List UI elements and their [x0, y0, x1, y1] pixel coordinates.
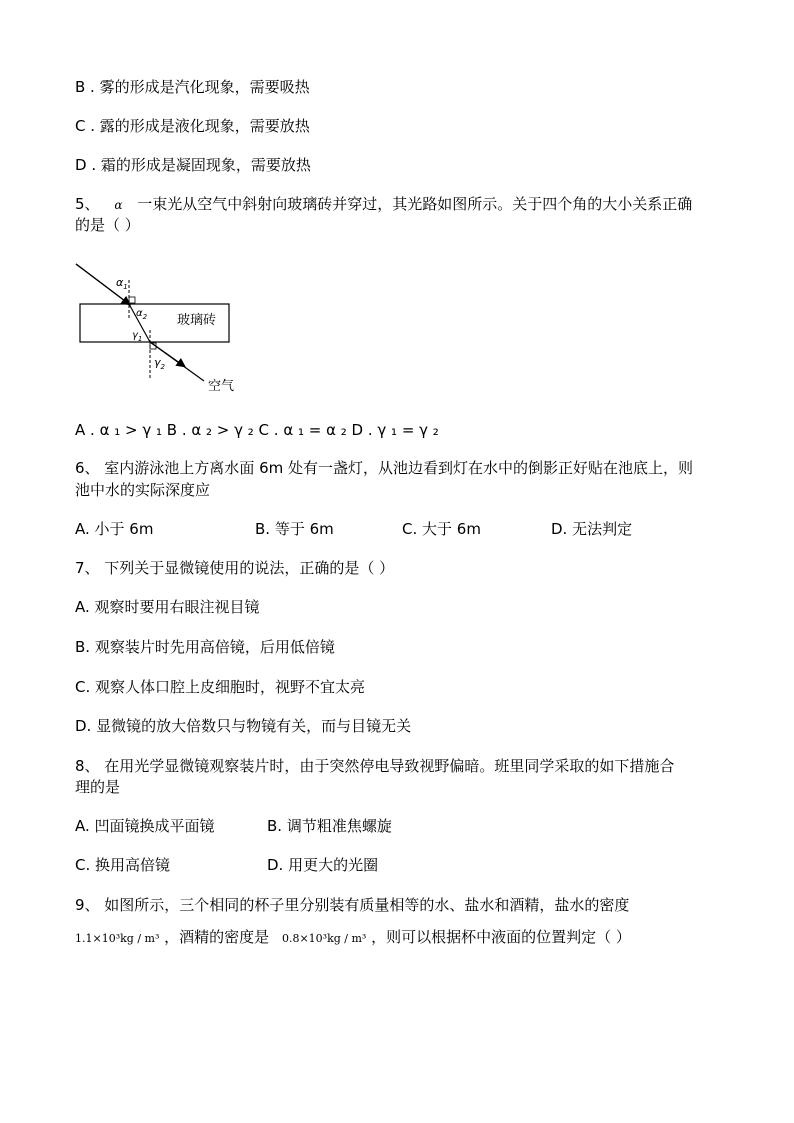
glass-label: 玻璃砖	[177, 313, 217, 328]
q9-stem-line1: 9、 如图所示，三个相同的杯子里分别装有质量相等的水、盐水和酒精，盐水的密度	[75, 896, 630, 914]
saltwater-density: 1.1×10³kg / m³	[75, 932, 160, 945]
q6-option-b: B. 等于 6m	[255, 520, 334, 538]
q7-option-a: A. 观察时要用右眼注视目镜	[75, 598, 260, 616]
q8-option-d: D. 用更大的光圈	[267, 856, 379, 874]
q7-stem: 7、 下列关于显微镜使用的说法，正确的是（ ）	[75, 559, 395, 577]
q6-option-c: C. 大于 6m	[402, 520, 481, 538]
q8-stem-line1: 8、 在用光学显微镜观察装片时，由于突然停电导致视野偏暗。班里同学采取的如下措施合	[75, 757, 675, 775]
refraction-figure	[72, 258, 252, 393]
q4-option-d: D . 霜的形成是凝固现象，需要放热	[75, 156, 311, 174]
q5-stem-line2: 的是（ ）	[75, 216, 140, 234]
q8-option-b: B. 调节粗准焦螺旋	[267, 817, 392, 835]
q5-number: 5、	[75, 195, 100, 213]
q6-option-a: A. 小于 6m	[75, 520, 154, 538]
q7-option-d: D. 显微镜的放大倍数只与物镜有关，而与目镜无关	[75, 717, 412, 735]
q6-stem-line2: 池中水的实际深度应	[75, 481, 211, 499]
q9-end-text: ，则可以根据杯中液面的位置判定（ ）	[371, 928, 631, 946]
q6-stem-line1: 6、 室内游泳池上方离水面 6m 处有一盏灯，从池边看到灯在水中的倒影正好贴在池底上，则	[75, 459, 694, 477]
q8-stem-line2: 理的是	[75, 778, 121, 796]
angle-gamma1-label: $\gamma_1$	[132, 330, 143, 343]
q4-option-b: B . 雾的形成是汽化现象，需要吸热	[75, 78, 310, 96]
q9-mid-text: ，酒精的密度是	[164, 928, 270, 946]
q8-option-c: C. 换用高倍镜	[75, 856, 171, 874]
q7-option-b: B. 观察装片时先用高倍镜，后用低倍镜	[75, 638, 335, 656]
alcohol-density: 0.8×10³kg / m³	[281, 932, 367, 945]
q5-alpha-symbol: α	[114, 198, 123, 212]
q4-option-c: C . 露的形成是液化现象，需要放热	[75, 117, 310, 135]
q5-options: A . α ₁ > γ ₁ B . α ₂ > γ ₂ C . α ₁ = α ₂ D . γ ₁ = γ ₂	[75, 421, 439, 439]
q5-stem-line1	[75, 194, 692, 215]
q6-option-d: D. 无法判定	[551, 520, 633, 538]
q7-option-c: C. 观察人体口腔上皮细胞时，视野不宜太亮	[75, 678, 366, 696]
angle-alpha1-label: $\alpha_1$	[116, 276, 128, 291]
angle-gamma2-label: $\gamma_2$	[154, 356, 165, 371]
q5-stem-text: 一束光从空气中斜射向玻璃砖并穿过，其光路如图所示。关于四个角的大小关系正确	[137, 195, 693, 213]
q9-stem-line2	[75, 927, 631, 949]
air-label: 空气	[208, 379, 235, 393]
q8-option-a: A. 凹面镜换成平面镜	[75, 817, 215, 835]
angle-alpha2-label: $\alpha_2$	[136, 308, 148, 321]
